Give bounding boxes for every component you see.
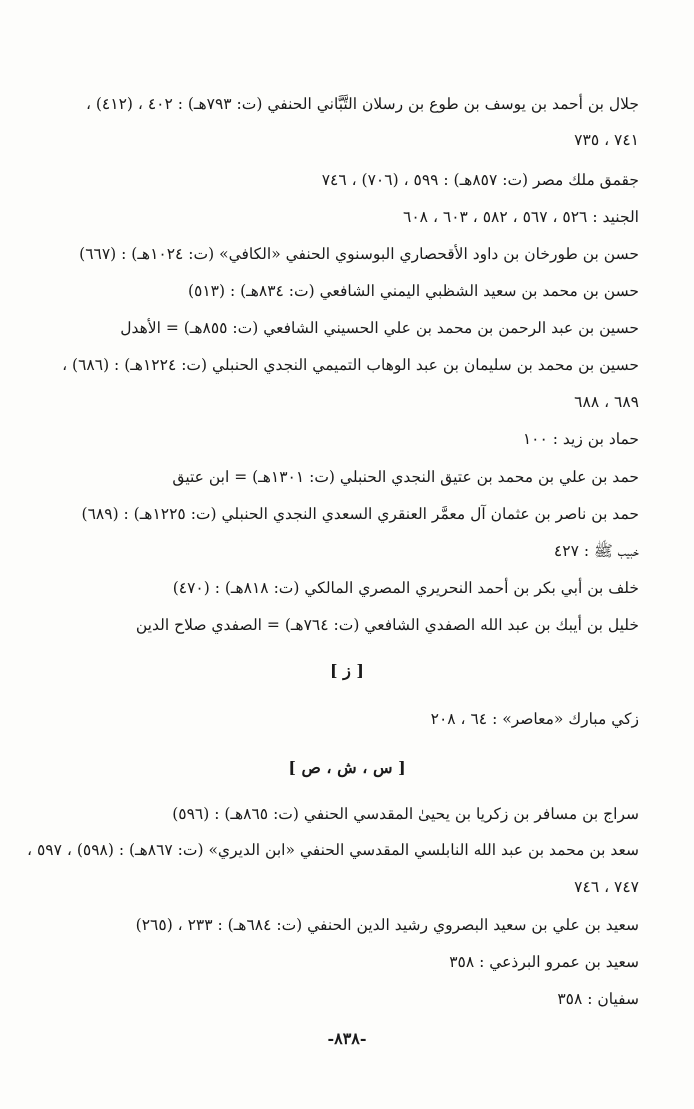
index-entry: خليل بن أيبك بن عبد الله الصفدي الشافعي (ت: ٧٦٤هـ) = الصفدي صلاح الدين [135, 616, 639, 634]
index-entry: سعيد بن علي بن سعيد البصروي رشيد الدين الحنفي (ت: ٦٨٤هـ) : ٢٣٣ ، (٢٦٥) [135, 916, 639, 934]
index-entry: جلال بن أحمد بن يوسف بن طوع بن رسلان التَّبَّاني الحنفي (ت: ٧٩٣هـ) : ٤٠٢ ، (٤١٢) ، [85, 95, 639, 113]
index-entry: سعيد بن عمرو البرذعي : ٣٥٨ [449, 953, 639, 971]
index-entry: حمد بن علي بن محمد بن عتيق النجدي الحنبلي (ت: ١٣٠١هـ) = ابن عتيق [172, 468, 639, 486]
index-entry: حسين بن محمد بن سليمان بن عبد الوهاب التميمي النجدي الحنبلي (ت: ١٢٢٤هـ) : (٦٨٦) ، [62, 356, 639, 374]
section-heading-s-sh-s: [ س ، ش ، ص ] [288, 758, 406, 777]
index-entry: حسين بن عبد الرحمن بن محمد بن علي الحسيني الشافعي (ت: ٨٥٥هـ) = الأهدل [120, 319, 639, 337]
index-entry: خلف بن أبي بكر بن أحمد النحريري المصري المالكي (ت: ٨١٨هـ) : (٤٧٠) [172, 579, 639, 597]
section-heading-z: [ ز ] [329, 661, 364, 680]
index-entry-continuation: ٧٤١ ، ٧٣٥ [574, 131, 639, 149]
index-entry: حسن بن محمد بن سعيد الشظبي اليمني الشافعي (ت: ٨٣٤هـ) : (٥١٣) [187, 282, 639, 300]
index-entry: الجنيد : ٥٢٦ ، ٥٦٧ ، ٥٨٢ ، ٦٠٣ ، ٦٠٨ [403, 208, 639, 226]
index-entry-continuation: ٦٨٩ ، ٦٨٨ [574, 393, 639, 411]
index-entry: حمد بن ناصر بن عثمان آل معمَّر العنقري السعدي النجدي الحنبلي (ت: ١٢٢٥هـ) : (٦٨٩) [81, 505, 639, 523]
index-entry: حماد بن زيد : ١٠٠ [522, 430, 639, 448]
index-entry: خبيب ﷺ : ٤٢٧ [553, 542, 639, 560]
index-entry: جقمق ملك مصر (ت: ٨٥٧هـ) : ٥٩٩ ، (٧٠٦) ، ٧٤٦ [321, 171, 639, 189]
index-entry: سعد بن محمد بن عبد الله النابلسي المقدسي الحنفي «ابن الديري» (ت: ٨٦٧هـ) : (٥٩٨) ، ٥٩٧ ، [27, 841, 639, 859]
index-entry: سفيان : ٣٥٨ [557, 990, 639, 1008]
index-entry-continuation: ٧٤٧ ، ٧٤٦ [574, 878, 639, 896]
index-entry: حسن بن طورخان بن داود الأقحصاري البوسنوي الحنفي «الكافي» (ت: ١٠٢٤هـ) : (٦٦٧) [79, 245, 639, 263]
index-entry: سراج بن مسافر بن زكريا بن يحيىٰ المقدسي الحنفي (ت: ٨٦٥هـ) : (٥٩٦) [172, 805, 639, 823]
index-entry: زكي مبارك «معاصر» : ٦٤ ، ٢٠٨ [430, 710, 639, 728]
page-number: -٨٣٨- [327, 1029, 367, 1048]
